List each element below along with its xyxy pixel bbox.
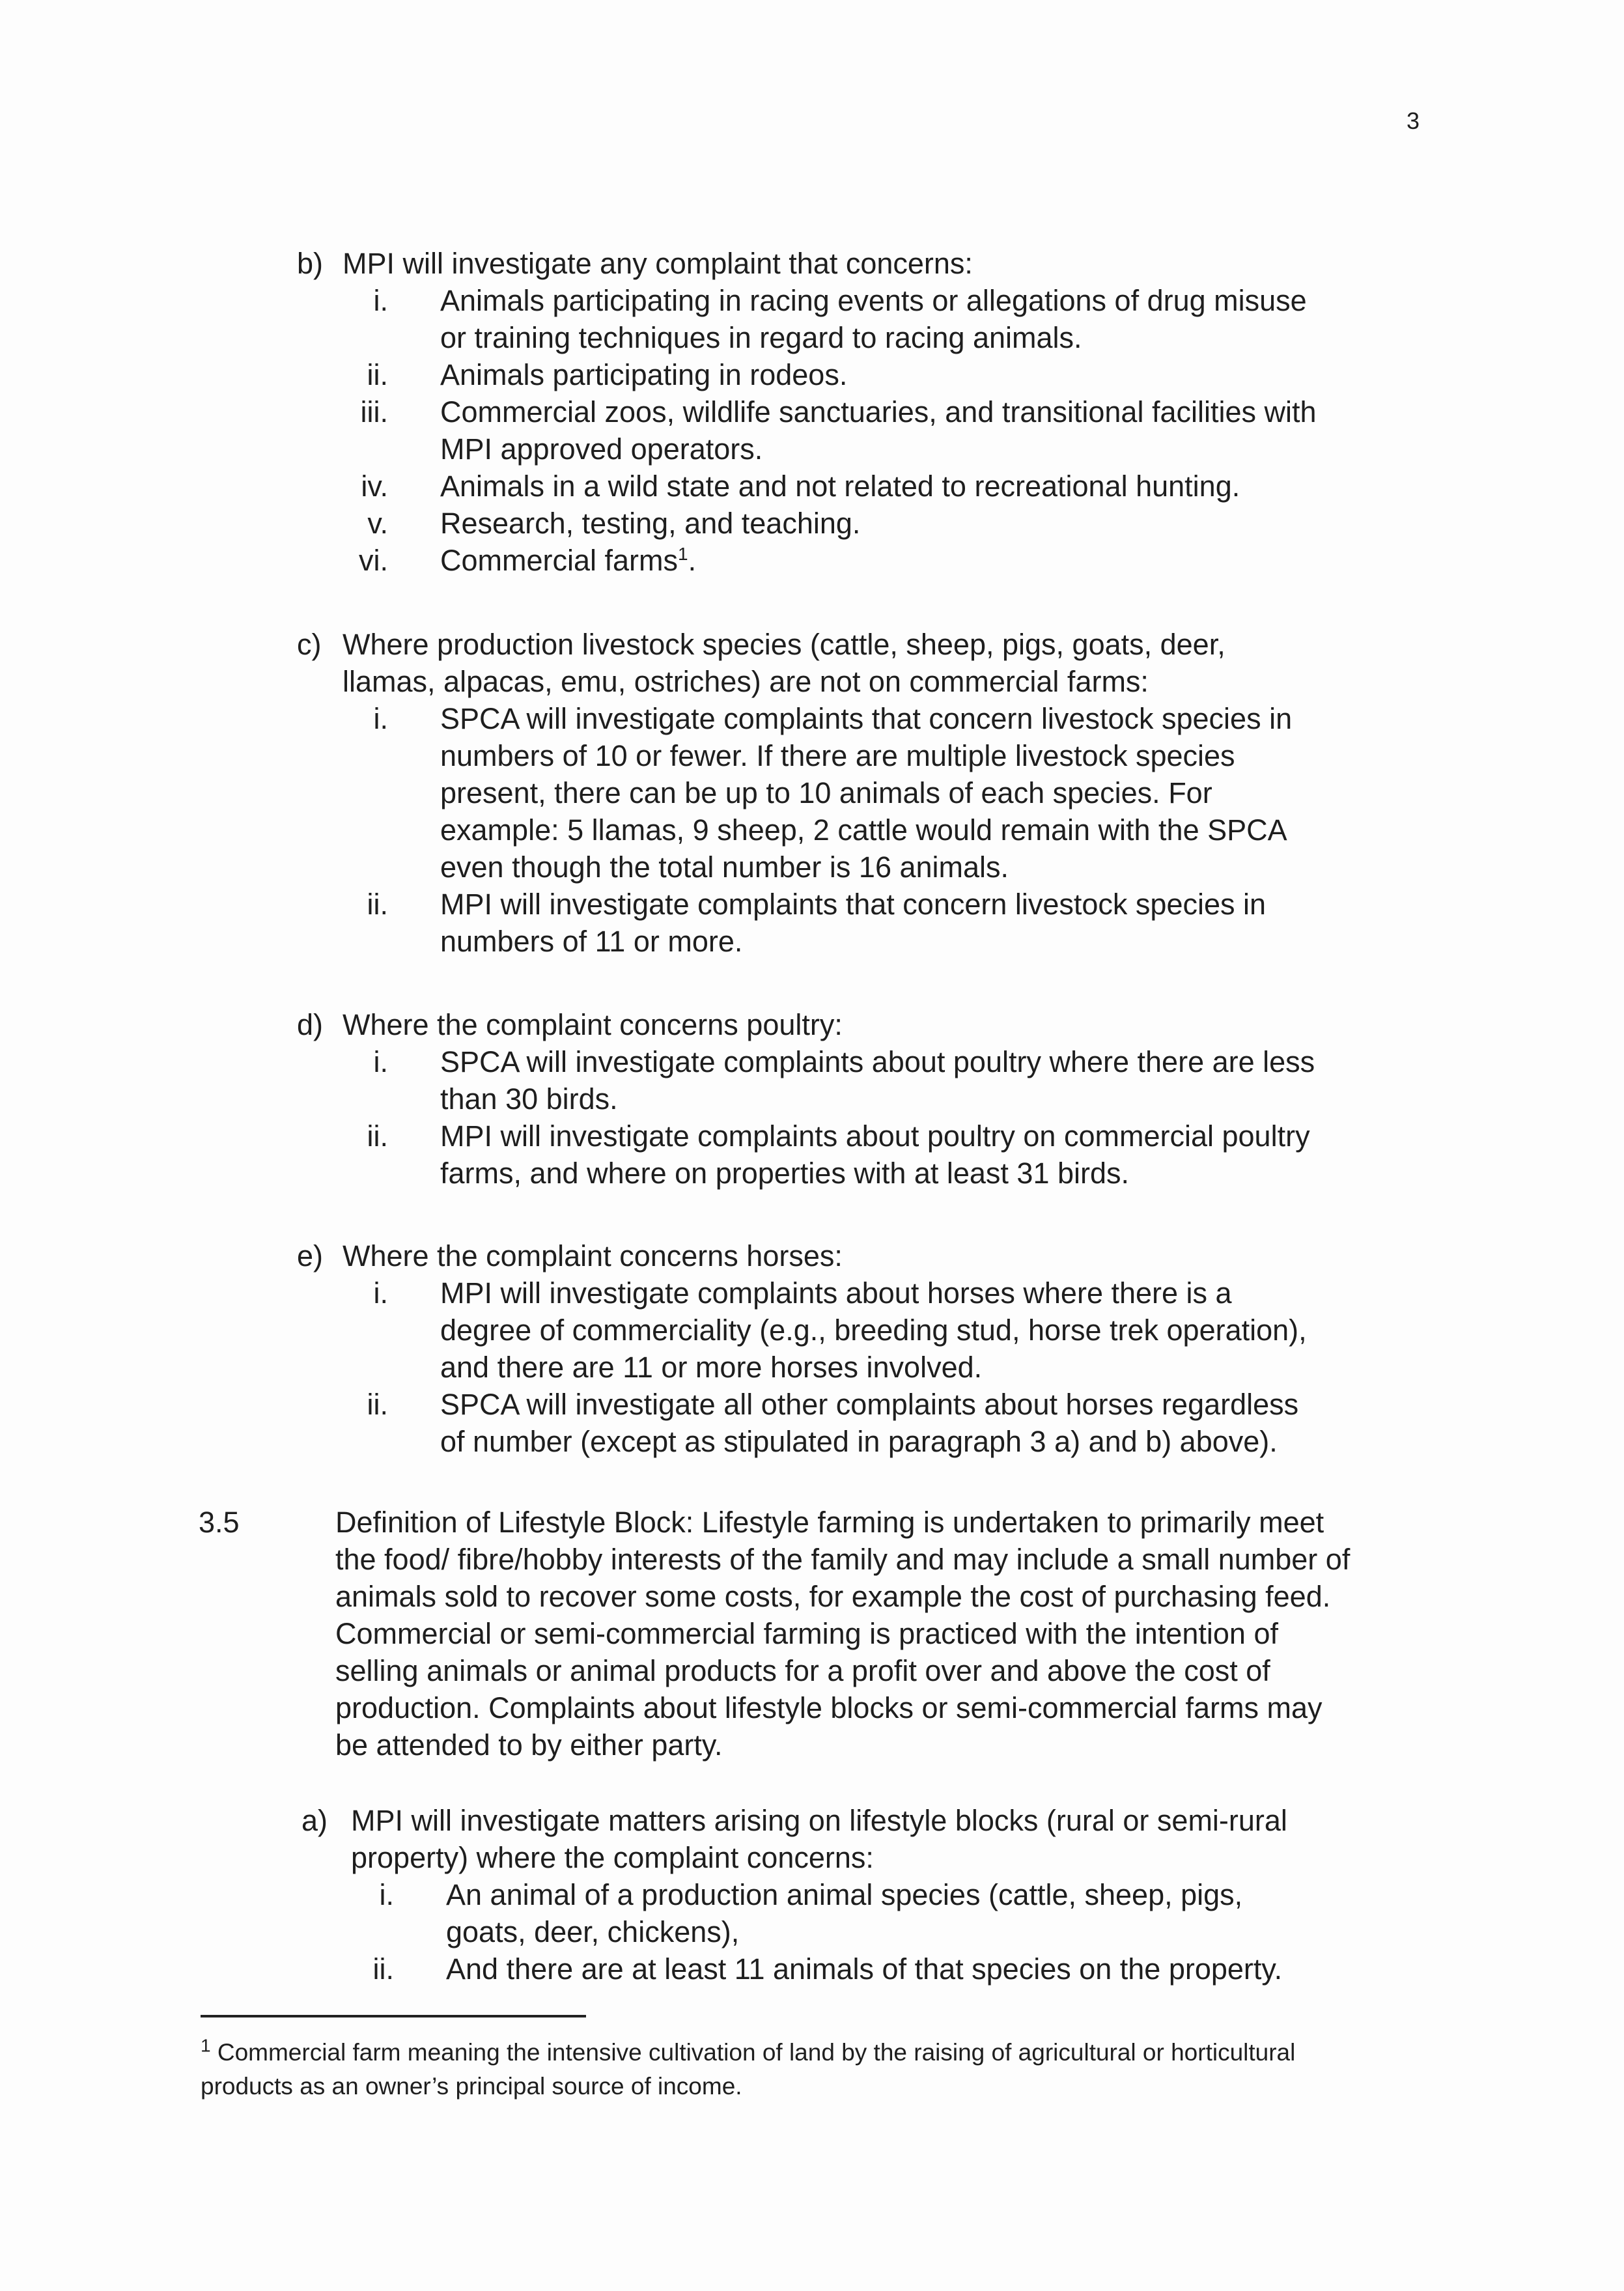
list-item: SPCA will investigate complaints about poultry where there are less than 30 birds. — [440, 1045, 1315, 1116]
list-item: MPI will investigate complaints about horses where there is a degree of commerciality (e.g., breeding stud, horse trek operation), and there are 11 or more horses involved. — [440, 1276, 1307, 1384]
clause-label: b) — [297, 247, 324, 280]
list-item: MPI will investigate complaints that concern livestock species in numbers of 11 or more. — [440, 888, 1267, 958]
section-number: 3.5 — [199, 1506, 240, 1539]
page-number: 3 — [1407, 107, 1420, 134]
list-item: Animals participating in racing events or allegations of drug misuse or training techniques in regard to racing animals. — [440, 284, 1307, 354]
item-number: ii. — [367, 888, 388, 921]
clause-e — [297, 1237, 1469, 1460]
item-number: i. — [379, 1878, 394, 1911]
item-number: ii. — [367, 1119, 388, 1153]
section-3-5 — [199, 1504, 1468, 1764]
item-number: i. — [373, 1045, 388, 1078]
list-item: Research, testing, and teaching. — [440, 507, 861, 540]
item-number: vi. — [359, 544, 388, 577]
item-number: ii. — [367, 1388, 388, 1421]
footnote — [201, 2036, 1438, 2103]
list-item: MPI will investigate complaints about poultry on commercial poultry farms, and where on properties with at least 31 birds. — [440, 1119, 1310, 1190]
clause-d — [297, 1006, 1469, 1192]
clause-label: a) — [301, 1804, 328, 1837]
section-text: Definition of Lifestyle Block: Lifestyle farming is undertaken to primarily meet the food/ fibre/hobby interests of the family and may include a small number of animals sold to recover some costs, for example the cost of purchasing feed. Commercial or semi-commercial farming is practiced with the intention of selling animals or animal products for a profit over and above the cost of production. Complaints about lifestyle blocks or semi-commercial farms may be attended to by either party. — [335, 1506, 1351, 1762]
item-number: i. — [373, 284, 388, 317]
clause-heading: MPI will investigate matters arising on lifestyle blocks (rural or semi-rural property) where the complaint concerns: — [351, 1804, 1287, 1874]
clause-label: c) — [297, 628, 322, 661]
item-number: iv. — [361, 470, 388, 503]
clause-label: d) — [297, 1008, 324, 1041]
clause-b — [297, 245, 1469, 579]
clause-heading: Where the complaint concerns poultry: — [343, 1008, 843, 1041]
footnote-text: Commercial farm meaning the intensive cultivation of land by the raising of agricultural or horticultural products as an owner’s principal source of income. — [201, 2039, 1296, 2100]
footnote-reference[interactable]: 1 — [678, 544, 688, 564]
clause-heading: Where production livestock species (cattle, sheep, pigs, goats, deer, llamas, alpacas, emu, ostriches) are not on commercial farms: — [343, 628, 1225, 698]
clause-a — [301, 1802, 1474, 1988]
item-number: iii. — [360, 395, 388, 429]
item-number: i. — [373, 1276, 388, 1310]
item-number: v. — [367, 507, 388, 540]
punctuation: . — [688, 544, 697, 577]
clause-heading: MPI will investigate any complaint that concerns: — [343, 247, 973, 280]
item-number: ii. — [367, 358, 388, 391]
list-item: An animal of a production animal species (cattle, sheep, pigs, goats, deer, chickens), — [446, 1878, 1243, 1948]
item-number: i. — [373, 702, 388, 735]
footnote-separator — [201, 2015, 586, 2017]
list-item: And there are at least 11 animals of that species on the property. — [446, 1952, 1283, 1986]
list-item: Animals participating in rodeos. — [440, 358, 848, 391]
list-item: SPCA will investigate all other complaints about horses regardless of number (except as stipulated in paragraph 3 a) and b) above). — [440, 1388, 1299, 1458]
footnote-mark: 1 — [201, 2035, 211, 2056]
list-item: Animals in a wild state and not related to recreational hunting. — [440, 470, 1240, 503]
item-number: ii. — [372, 1952, 394, 1986]
list-item: Commercial zoos, wildlife sanctuaries, and transitional facilities with MPI approved operators. — [440, 395, 1317, 466]
list-item: SPCA will investigate complaints that concern livestock species in numbers of 10 or fewer. If there are multiple livestock species present, there can be up to 10 animals of each species. For example: 5 llamas, 9 sheep, 2 cattle would remain with the SPCA even though the total number is 16 animals. — [440, 702, 1293, 884]
clause-label: e) — [297, 1239, 324, 1272]
clause-c — [297, 626, 1469, 960]
clause-heading: Where the complaint concerns horses: — [343, 1239, 843, 1272]
list-item: Commercial farms — [440, 544, 679, 577]
